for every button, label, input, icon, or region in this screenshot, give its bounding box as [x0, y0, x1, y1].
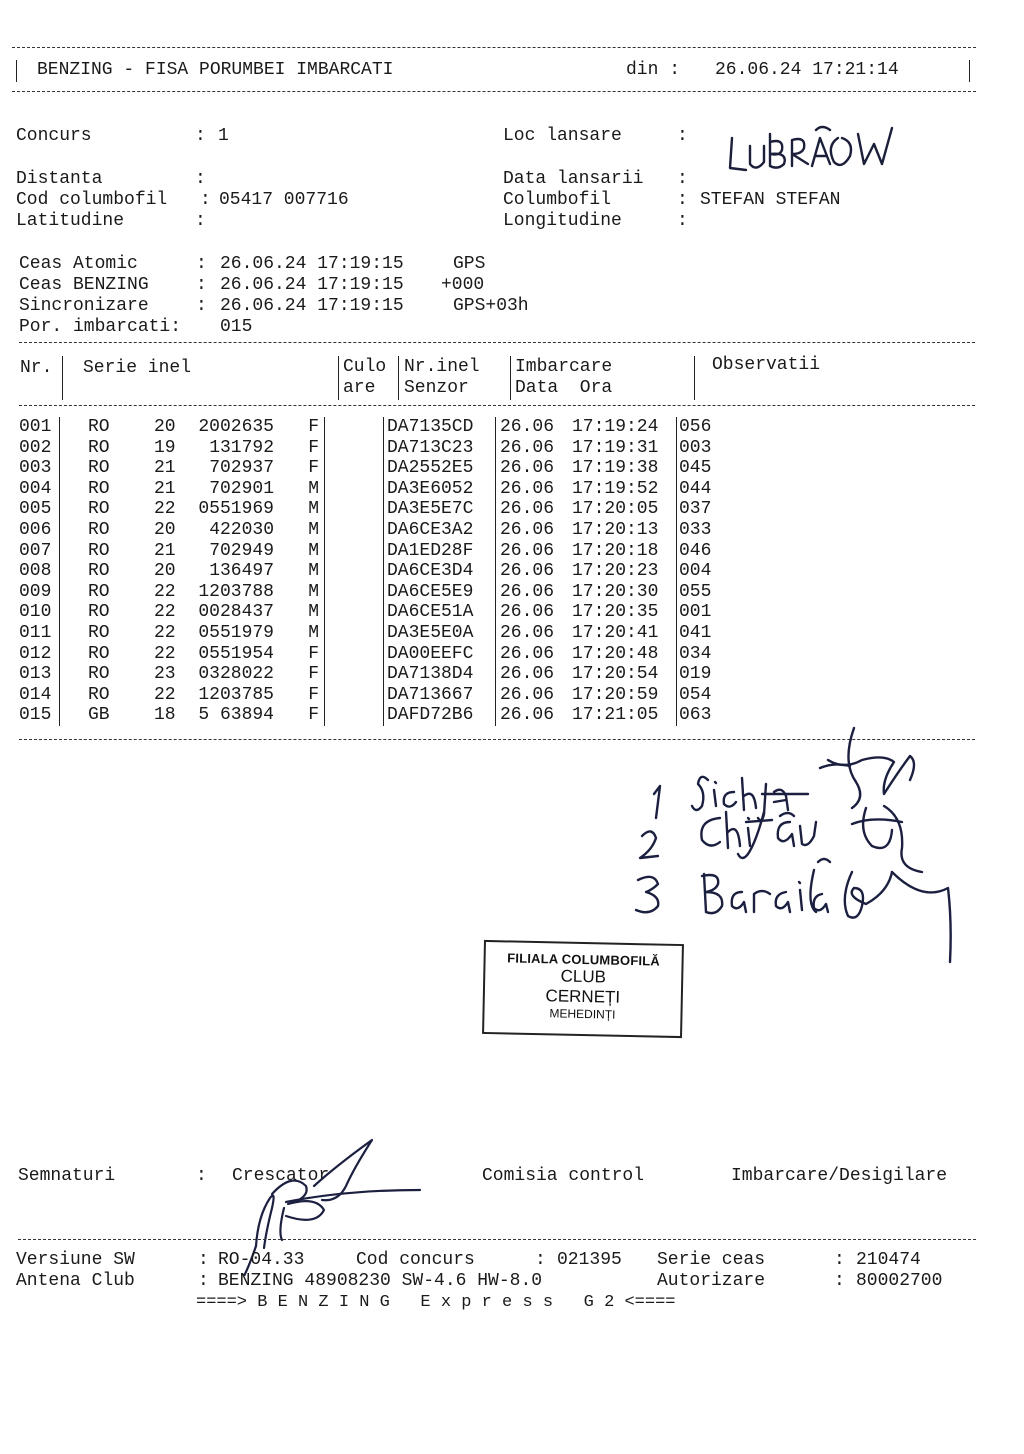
header-divider-culoare: [398, 356, 399, 400]
cell-observatii: 019: [677, 664, 740, 685]
cell-sex: M: [308, 581, 319, 602]
columbofil-label: Columbofil: [503, 190, 612, 210]
cell-ring: 131792: [209, 437, 274, 458]
column-header-observatii: Observatii: [712, 355, 821, 375]
cell-country: RO: [88, 519, 110, 540]
cell-time: 17:19:31: [572, 437, 659, 458]
data-lansarii-colon: :: [677, 169, 688, 189]
cell-observatii: 003: [677, 438, 740, 459]
ceas-atomic-suffix: GPS: [453, 254, 486, 274]
sincronizare-value: 26.06.24 17:19:15: [220, 296, 404, 316]
cell-nr: 013: [19, 664, 52, 685]
cell-ring: 0551969: [198, 499, 274, 520]
header-divider-serie: [338, 356, 339, 400]
ceas-atomic-label: Ceas Atomic: [19, 254, 138, 274]
cell-sensor: DA713667: [384, 685, 496, 706]
table-row: [19, 520, 739, 541]
cell-year: 22: [154, 602, 176, 623]
table-row: [19, 479, 739, 500]
cell-year: 19: [154, 437, 176, 458]
cod-columbofil-label: Cod columbofil: [16, 190, 168, 210]
cell-year: 20: [154, 417, 176, 437]
cell-country: RO: [88, 499, 110, 520]
concurs-value: 1: [218, 126, 229, 146]
print-datetime: 26.06.24 17:21:14: [715, 60, 899, 80]
document-title: BENZING - FISA PORUMBEI IMBARCATI: [37, 60, 394, 80]
cell-date: 26.06: [496, 705, 573, 726]
column-header-imbarcare-2: Data Ora: [515, 378, 613, 398]
cell-observatii: 033: [677, 520, 740, 541]
table-row: [19, 499, 739, 520]
cell-time: 17:20:30: [572, 581, 659, 602]
cell-country: RO: [88, 437, 110, 458]
cell-sex: F: [308, 705, 319, 726]
table-row: [19, 541, 739, 562]
cell-ring: 5 63894: [198, 705, 274, 726]
cell-observatii: 055: [677, 582, 740, 603]
table-top-rule: [19, 342, 975, 343]
column-header-nr: Nr.: [20, 358, 53, 378]
imbarcare-desigilare-label: Imbarcare/Desigilare: [731, 1166, 948, 1186]
cell-ring: 1203785: [198, 684, 274, 705]
cell-sex: M: [308, 561, 319, 582]
cod-concurs-colon: :: [535, 1250, 546, 1270]
cell-sex: M: [308, 499, 319, 520]
cell-sex: M: [308, 478, 319, 499]
cell-sensor: DA7138D4: [384, 664, 496, 685]
serie-ceas-value: 210474: [856, 1250, 921, 1270]
table-header-rule: [19, 405, 975, 406]
cod-concurs-label: Cod concurs: [356, 1250, 475, 1270]
cell-date: 26.06: [496, 685, 573, 706]
cell-observatii: 045: [677, 458, 740, 479]
cell-culoare: [325, 623, 384, 644]
latitudine-label: Latitudine: [16, 211, 125, 231]
cell-sex: M: [308, 519, 319, 540]
table-row: [19, 602, 739, 623]
cell-culoare: [325, 438, 384, 459]
cell-ring: 422030: [209, 519, 274, 540]
cell-sensor: DA713C23: [384, 438, 496, 459]
cell-nr: 012: [19, 643, 52, 664]
cell-year: 23: [154, 664, 176, 685]
cell-nr: 009: [19, 581, 52, 602]
concurs-colon: :: [195, 126, 206, 146]
cell-date: 26.06: [496, 644, 573, 665]
cell-country: RO: [88, 664, 110, 685]
cell-date: 26.06: [496, 520, 573, 541]
cell-year: 21: [154, 478, 176, 499]
cell-culoare: [325, 499, 384, 520]
sincronizare-label: Sincronizare: [19, 296, 149, 316]
cell-observatii: 044: [677, 479, 740, 500]
cell-culoare: [325, 458, 384, 479]
cell-country: RO: [88, 602, 110, 623]
table-row: [19, 438, 739, 459]
porumbei-imbarcati-label: Por. imbarcati:: [19, 317, 182, 337]
cell-country: RO: [88, 643, 110, 664]
ceas-benzing-colon: :: [196, 275, 207, 295]
cell-time: 17:20:54: [572, 664, 659, 685]
cell-year: 22: [154, 499, 176, 520]
club-stamp: [482, 940, 684, 1038]
table-row: [19, 623, 739, 644]
column-header-nrinel-1: Nr.inel: [404, 357, 480, 377]
cell-year: 20: [154, 519, 176, 540]
cell-date: 26.06: [496, 623, 573, 644]
cell-nr: 001: [19, 417, 52, 437]
cod-columbofil-value: 05417 007716: [219, 190, 349, 210]
header-left-border: [16, 60, 17, 82]
cell-observatii: 056: [677, 417, 740, 438]
autorizare-colon: :: [834, 1271, 845, 1291]
cell-date: 26.06: [496, 561, 573, 582]
cell-date: 26.06: [496, 602, 573, 623]
cell-time: 17:19:38: [572, 458, 659, 479]
cell-observatii: 063: [677, 705, 740, 726]
cell-time: 17:20:41: [572, 622, 659, 643]
cell-date: 26.06: [496, 479, 573, 500]
cell-sex: F: [308, 643, 319, 664]
sincronizare-colon: :: [196, 296, 207, 316]
cell-country: GB: [88, 705, 110, 726]
cell-year: 21: [154, 458, 176, 479]
columbofil-colon: :: [677, 190, 688, 210]
cell-country: RO: [88, 561, 110, 582]
table-row: [19, 644, 739, 665]
cell-year: 22: [154, 622, 176, 643]
benzing-express-banner: ====> B E N Z I N G E x p r e s s G 2 <====: [196, 1293, 676, 1312]
loc-lansare-label: Loc lansare: [503, 126, 622, 146]
cell-time: 17:20:59: [572, 684, 659, 705]
header-top-rule: [12, 47, 976, 48]
cell-nr: 005: [19, 499, 52, 520]
header-right-border: [969, 60, 970, 82]
cell-observatii: 004: [677, 561, 740, 582]
cell-time: 17:20:48: [572, 643, 659, 664]
cell-country: RO: [88, 581, 110, 602]
cell-ring: 702901: [209, 478, 274, 499]
cell-nr: 003: [19, 458, 52, 479]
cell-culoare: [325, 664, 384, 685]
cell-nr: 011: [19, 622, 52, 643]
header-divider-nrinel: [510, 356, 511, 400]
cell-time: 17:20:23: [572, 561, 659, 582]
cod-concurs-value: 021395: [557, 1250, 622, 1270]
cell-ring: 0328022: [198, 664, 274, 685]
versiune-sw-colon: :: [198, 1250, 209, 1270]
cell-country: RO: [88, 684, 110, 705]
stamp-line-4: MEHEDINȚI: [549, 1006, 616, 1022]
cell-date: 26.06: [496, 417, 573, 438]
column-header-culoare-2: are: [343, 378, 376, 398]
cell-date: 26.06: [496, 582, 573, 603]
header-divider-imbarcare: [694, 356, 695, 400]
ceas-benzing-label: Ceas BENZING: [19, 275, 149, 295]
cell-year: 22: [154, 581, 176, 602]
cell-ring: 0551954: [198, 643, 274, 664]
table-row: [19, 685, 739, 706]
cell-sex: F: [308, 684, 319, 705]
cell-year: 20: [154, 561, 176, 582]
cell-nr: 004: [19, 478, 52, 499]
cell-time: 17:21:05: [572, 705, 659, 726]
stamp-line-3: CERNEȚI: [545, 986, 621, 1007]
concurs-label: Concurs: [16, 126, 92, 146]
cell-sex: M: [308, 622, 319, 643]
serie-ceas-label: Serie ceas: [657, 1250, 766, 1270]
cell-sensor: DA3E5E0A: [384, 623, 496, 644]
cell-time: 17:20:13: [572, 519, 659, 540]
cell-culoare: [325, 602, 384, 623]
cell-year: 22: [154, 643, 176, 664]
cell-sensor: DAFD72B6: [384, 705, 496, 726]
cell-nr: 007: [19, 540, 52, 561]
cell-ring: 702937: [209, 458, 274, 479]
semnaturi-colon: :: [196, 1166, 207, 1186]
header-bottom-rule: [12, 91, 976, 92]
column-header-serie: Serie inel: [83, 358, 192, 378]
cell-sensor: DA6CE3D4: [384, 561, 496, 582]
column-header-imbarcare-1: Imbarcare: [515, 357, 613, 377]
din-label: din :: [626, 60, 681, 80]
cell-culoare: [325, 705, 384, 726]
cell-sex: M: [308, 540, 319, 561]
loc-lansare-colon: :: [677, 126, 688, 146]
cell-year: 22: [154, 684, 176, 705]
versiune-sw-label: Versiune SW: [16, 1250, 135, 1270]
cell-observatii: 001: [677, 602, 740, 623]
cell-nr: 008: [19, 561, 52, 582]
latitudine-colon: :: [195, 211, 206, 231]
data-lansarii-label: Data lansarii: [503, 169, 644, 189]
cell-time: 17:19:52: [572, 478, 659, 499]
cell-nr: 002: [19, 437, 52, 458]
cell-sensor: DA1ED28F: [384, 541, 496, 562]
cell-country: RO: [88, 622, 110, 643]
cell-sex: F: [308, 437, 319, 458]
column-header-nrinel-2: Senzor: [404, 378, 469, 398]
cell-culoare: [325, 541, 384, 562]
versiune-sw-value: RO-04.33: [218, 1250, 305, 1270]
cell-sensor: DA3E5E7C: [384, 499, 496, 520]
table-row: [19, 664, 739, 685]
table-row: [19, 458, 739, 479]
cell-nr: 010: [19, 602, 52, 623]
longitudine-label: Longitudine: [503, 211, 622, 231]
cell-observatii: 054: [677, 685, 740, 706]
cell-time: 17:20:18: [572, 540, 659, 561]
autorizare-label: Autorizare: [657, 1271, 766, 1291]
cell-nr: 006: [19, 519, 52, 540]
stamp-line-1: FILIALA COLUMBOFILĂ: [507, 950, 661, 969]
ceas-atomic-colon: :: [196, 254, 207, 274]
cell-country: RO: [88, 478, 110, 499]
cell-date: 26.06: [496, 541, 573, 562]
cell-ring: 0028437: [198, 602, 274, 623]
footer-rule: [18, 1239, 976, 1240]
cell-sensor: DA2552E5: [384, 458, 496, 479]
autorizare-value: 80002700: [856, 1271, 943, 1291]
antena-club-value: BENZING 48908230 SW-4.6 HW-8.0: [218, 1271, 543, 1291]
cell-sensor: DA3E6052: [384, 479, 496, 500]
longitudine-colon: :: [677, 211, 688, 231]
cell-sensor: DA6CE51A: [384, 602, 496, 623]
crescator-label: Crescator: [232, 1166, 330, 1186]
serie-ceas-colon: :: [834, 1250, 845, 1270]
cell-date: 26.06: [496, 438, 573, 459]
cell-ring: 1203788: [198, 581, 274, 602]
cell-sensor: DA00EEFC: [384, 644, 496, 665]
cell-culoare: [325, 561, 384, 582]
cell-nr: 014: [19, 684, 52, 705]
cell-time: 17:20:35: [572, 602, 659, 623]
cell-observatii: 037: [677, 499, 740, 520]
pigeon-table: [19, 417, 739, 726]
cell-nr: 015: [19, 705, 52, 726]
cell-country: RO: [88, 417, 110, 437]
cell-time: 17:19:24: [572, 417, 659, 437]
column-header-culoare-1: Culo: [343, 357, 387, 377]
table-row: [19, 561, 739, 582]
cell-time: 17:20:05: [572, 499, 659, 520]
cell-date: 26.06: [496, 664, 573, 685]
cell-country: RO: [88, 458, 110, 479]
semnaturi-label: Semnaturi: [18, 1166, 116, 1186]
ceas-atomic-value: 26.06.24 17:19:15: [220, 254, 404, 274]
cell-observatii: 034: [677, 644, 740, 665]
cell-ring: 0551979: [198, 622, 274, 643]
cell-sex: F: [308, 664, 319, 685]
cell-culoare: [325, 417, 384, 438]
cell-sex: F: [308, 458, 319, 479]
cell-date: 26.06: [496, 458, 573, 479]
porumbei-imbarcati-value: 015: [220, 317, 253, 337]
cell-ring: 136497: [209, 561, 274, 582]
cell-culoare: [325, 520, 384, 541]
cell-sensor: DA6CE3A2: [384, 520, 496, 541]
distanta-colon: :: [195, 169, 206, 189]
cell-culoare: [325, 479, 384, 500]
distanta-label: Distanta: [16, 169, 103, 189]
cell-sensor: DA6CE5E9: [384, 582, 496, 603]
cell-culoare: [325, 644, 384, 665]
cell-ring: 2002635: [198, 417, 274, 437]
cell-observatii: 041: [677, 623, 740, 644]
cell-sex: M: [308, 602, 319, 623]
antena-club-colon: :: [198, 1271, 209, 1291]
sincronizare-suffix: GPS+03h: [453, 296, 529, 316]
cell-country: RO: [88, 540, 110, 561]
loc-lansare-handwritten: [726, 112, 926, 183]
table-row: [19, 417, 739, 438]
cell-culoare: [325, 685, 384, 706]
header-divider-nr: [62, 356, 63, 400]
cell-sensor: DA7135CD: [384, 417, 496, 438]
cell-sex: F: [308, 417, 319, 437]
cell-ring: 702949: [209, 540, 274, 561]
antena-club-label: Antena Club: [16, 1271, 135, 1291]
columbofil-value: STEFAN STEFAN: [700, 190, 841, 210]
comisia-control-label: Comisia control: [482, 1166, 645, 1186]
handwritten-signatures: [622, 722, 962, 977]
cell-observatii: 046: [677, 541, 740, 562]
stamp-line-2: CLUB: [560, 966, 607, 987]
cod-columbofil-colon: :: [200, 190, 211, 210]
cell-year: 21: [154, 540, 176, 561]
ceas-benzing-value: 26.06.24 17:19:15: [220, 275, 404, 295]
ceas-benzing-suffix: +000: [441, 275, 485, 295]
cell-year: 18: [154, 705, 176, 726]
cell-date: 26.06: [496, 499, 573, 520]
table-row: [19, 582, 739, 603]
cell-culoare: [325, 582, 384, 603]
